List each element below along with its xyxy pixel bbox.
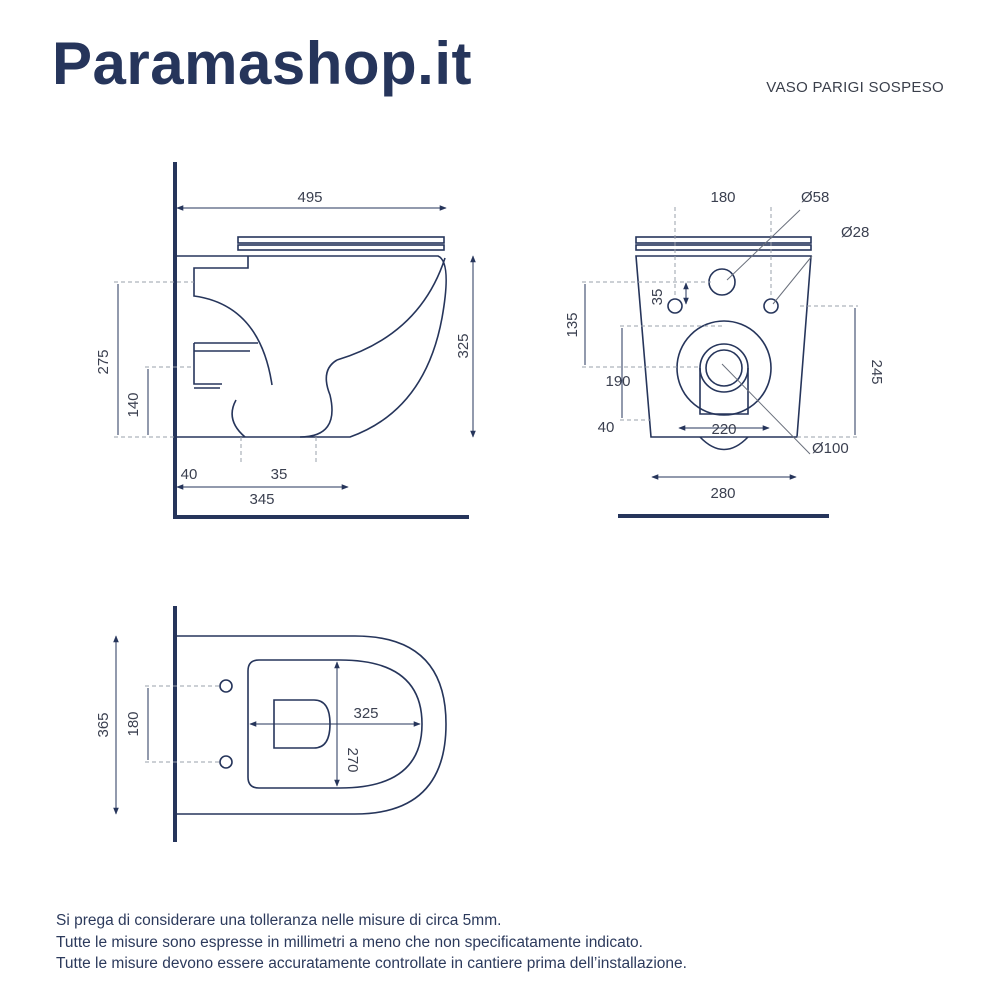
- dim-inlet-diameter-label: Ø58: [801, 189, 830, 206]
- dim-outlet-width-label: 35: [270, 466, 288, 483]
- outlet-pipe-inner: [706, 350, 742, 386]
- leader-100: [722, 364, 810, 454]
- dim-bolt-offset-label: 35: [649, 288, 666, 306]
- side-seat: [238, 245, 444, 250]
- dim-front-height-label: 245: [868, 359, 885, 385]
- dim-outlet-diameter-label: Ø100: [812, 440, 849, 457]
- dim-bolt-diameter-label: Ø28: [841, 224, 870, 241]
- dim-height-label: 325: [455, 333, 472, 359]
- dim-inlet-height-label: 140: [125, 392, 142, 418]
- dim-outlet-width-label: 220: [711, 421, 737, 438]
- side-guides: [114, 282, 316, 463]
- side-wall: [175, 162, 469, 517]
- front-seat-lid: [636, 237, 811, 243]
- brand-logo: Paramashop.it: [52, 30, 472, 97]
- front-guides: [582, 207, 858, 437]
- outlet-pipe: [700, 344, 748, 392]
- top-view: [95, 606, 446, 842]
- note-units: Tutte le misure sono espresse in millimetri a meno che non specificatamente indicato.: [56, 933, 643, 951]
- disclaimer-notes: [56, 910, 687, 975]
- dim-bowl-width-label: 270: [344, 747, 361, 773]
- inlet-hole: [709, 269, 735, 295]
- bolt-hole-left: [668, 299, 682, 313]
- dim-outlet-height-label: 190: [605, 373, 631, 390]
- side-inner-trap: [194, 256, 272, 385]
- side-bowl-outline: [175, 256, 446, 437]
- outlet-spigot: [700, 437, 748, 450]
- dim-fixing-depth-label: 345: [249, 491, 275, 508]
- top-bolt-hole-lower: [220, 756, 232, 768]
- side-seat-lid: [238, 237, 444, 243]
- product-name: VASO PARIGI SOSPESO: [766, 79, 944, 96]
- dim-top-length-label: 325: [353, 705, 379, 722]
- note-verify: Tutte le misure devono essere accuratamente controllate in cantiere prima dell’installazione.: [56, 955, 687, 972]
- top-guides: [145, 686, 220, 762]
- dim-top-to-bolts-label: 135: [564, 312, 581, 338]
- dim-outlet-height-label: 275: [95, 349, 112, 375]
- dim-wall-offset-label: 40: [180, 466, 198, 483]
- top-bolt-hole-upper: [220, 680, 232, 692]
- side-inner-curve: [337, 258, 445, 360]
- dim-depth-label: 495: [297, 189, 323, 206]
- note-tolerance: Si prega di considerare una tolleranza nelle misure di circa 5mm.: [56, 912, 502, 929]
- dim-bottom-offset-label: 40: [597, 419, 615, 436]
- dim-top-width-label: 365: [95, 712, 112, 738]
- leader-28: [773, 256, 812, 304]
- front-seat: [636, 245, 811, 250]
- front-view: [564, 189, 885, 516]
- front-bowl-outline: [636, 256, 811, 437]
- dim-front-width-label: 280: [710, 485, 736, 502]
- dim-bolt-spacing-label: 180: [710, 189, 736, 206]
- outlet-ring: [677, 321, 771, 415]
- dim-top-bolt-spacing-label: 180: [125, 711, 142, 737]
- side-view: [95, 162, 473, 517]
